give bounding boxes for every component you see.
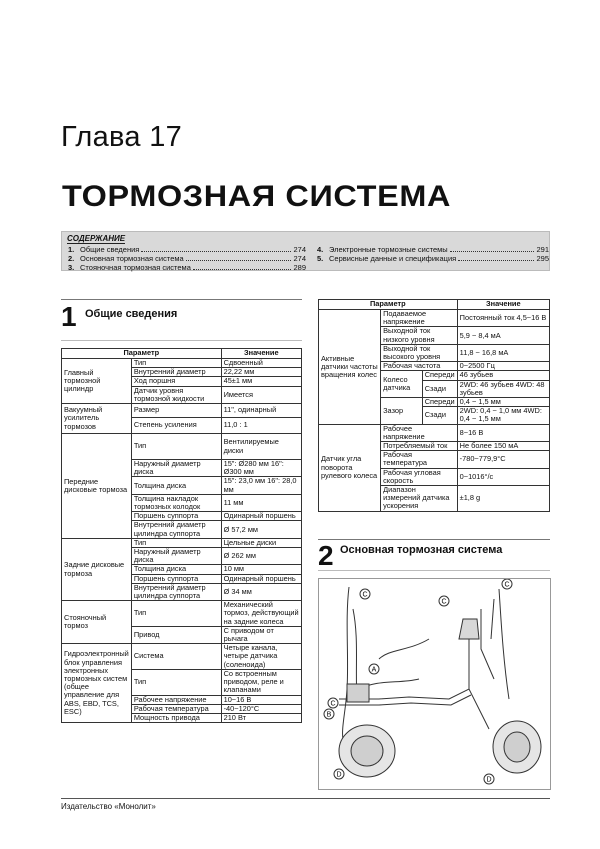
callout-c-4 (328, 698, 338, 708)
table-cell: Сзади (422, 380, 457, 397)
table-cell: Постоянный ток 4,5~16 В (457, 310, 549, 327)
table-cell: 10~16 В (221, 695, 301, 704)
section-1-header (61, 299, 302, 341)
table-cell: 46 зубьев (457, 371, 549, 380)
table-cell: Рабочее напряжение (131, 695, 221, 704)
svg-text:A: A (371, 666, 377, 674)
table-cell: Внутренний диаметр (131, 368, 221, 377)
table-cell: Механический тормоз, действующий на задние колеса (221, 601, 301, 627)
callout-c-2 (439, 596, 449, 606)
table-cell: Система (131, 644, 221, 670)
row-group-label: Датчик угла поворота рулевого колеса (319, 424, 381, 511)
svg-text:C: C (362, 591, 368, 599)
table-cell: Четыре канала, четыре датчика (соленоида) (221, 644, 301, 670)
table-cell: 210 Вт (221, 713, 301, 722)
callout-d-2 (484, 774, 494, 784)
toc-item[interactable]: 3. Стояночная тормозная система 289 (68, 263, 306, 272)
toc-heading: СОДЕРЖАНИЕ (67, 234, 126, 243)
table-cell: Наружный диаметр диска (131, 460, 221, 477)
brake-system-diagram (318, 578, 551, 790)
table-cell: Внутренний диаметр цилиндра суппорта (131, 583, 221, 600)
callout-a (369, 664, 379, 674)
row-group-label: Передние дисковые тормоза (62, 434, 132, 539)
table-cell: Ø 34 мм (221, 583, 301, 600)
table-cell: Колесо датчика (381, 371, 423, 398)
table-cell: Толщина диска (131, 477, 221, 494)
chapter-number: Глава 17 (61, 121, 183, 153)
table-cell: 10 мм (221, 565, 301, 574)
table-cell: Одинарный поршень (221, 512, 301, 521)
table-cell: 8~16 В (457, 424, 549, 441)
table-cell: Рабочая частота (381, 362, 458, 371)
row-group-label: Вакуумный усилитель тормозов (62, 404, 132, 434)
table-cell: 0,4 ~ 1,5 мм (457, 398, 549, 407)
table-cell: Тип (131, 538, 221, 547)
table-cell: 22,22 мм (221, 368, 301, 377)
toc-item[interactable]: 5. Сервисные данные и спецификация 295 (317, 254, 549, 263)
table-cell: Ø 262 мм (221, 548, 301, 565)
table-cell: Толщина диска (131, 565, 221, 574)
table-cell: Сзади (422, 407, 457, 424)
table-cell: 2WD: 0,4 ~ 1,0 мм 4WD: 0,4 ~ 1,5 мм (457, 407, 549, 424)
table-cell: С приводом от рычага (221, 626, 301, 643)
callout-d-1 (334, 769, 344, 779)
table-cell: Поршень суппорта (131, 512, 221, 521)
table-cell: Рабочая температура (381, 451, 458, 468)
table-cell: Привод (131, 626, 221, 643)
table-cell: 0~2500 Гц (457, 362, 549, 371)
row-group-label: Главный тормозной цилиндр (62, 359, 132, 404)
table-cell: -40~120°C (221, 704, 301, 713)
table-cell: 11", одинарный (221, 404, 301, 418)
table-cell: Поршень суппорта (131, 574, 221, 583)
section-2-number: 2 (318, 540, 334, 571)
table-cell: Тип (131, 601, 221, 627)
callout-c-3 (502, 579, 512, 589)
callout-b (324, 709, 334, 719)
table-cell: 15": 23,0 мм 16": 28,0 мм (221, 477, 301, 494)
table-cell: Тип (131, 669, 221, 695)
table-cell: Наружный диаметр диска (131, 548, 221, 565)
table-cell: 5,9 ~ 8,4 мА (457, 327, 549, 344)
table-of-contents (61, 231, 550, 271)
section-2-header (318, 539, 550, 571)
toc-item[interactable]: 1. Общие сведения 274 (68, 245, 306, 254)
toc-left-column (68, 245, 306, 272)
table-cell: Тип (131, 434, 221, 460)
table-cell: Размер (131, 404, 221, 418)
row-group-label: Стояночный тормоз (62, 601, 132, 644)
table-cell: Выходной ток высокого уровня (381, 344, 458, 361)
toc-item[interactable]: 4. Электронные тормозные системы 291 (317, 245, 549, 254)
general-specs-table (61, 348, 302, 723)
section-2-title: Основная тормозная система (340, 544, 503, 556)
table-cell: Со встроенным приводом, реле и клапанами (221, 669, 301, 695)
col-header-value: Значение (221, 349, 301, 359)
table-cell: 15": Ø280 мм 16": Ø300 мм (221, 460, 301, 477)
table-cell: Степень усиления (131, 418, 221, 434)
table-cell: Тип (131, 359, 221, 368)
toc-right-column (317, 245, 549, 263)
row-group-label: Задние дисковые тормоза (62, 538, 132, 600)
table-cell: Мощность привода (131, 713, 221, 722)
svg-text:C: C (330, 700, 336, 708)
table-cell: Выходной ток низкого уровня (381, 327, 458, 344)
table-cell: Толщина накладок тормозных колодок (131, 494, 221, 511)
sensor-specs-table: Параметр Значение Активные датчики частоты вращения колес Подаваемое напряжение Постоянный ток 4,5~16 В Выходной ток низкого уровня 5,9 ~ 8,4 мА Выходной ток высокого уровня 11,8 ~ 16,8 мА Рабочая частота 0~2500 Гц Колесо датчика Спереди 46 зубьев Сзади 2WD: 46 зубьев 4WD: 48 зубьев Зазор Спереди 0,4 ~ 1,5 мм Сзади 2WD: 0,4 ~ 1,0 мм 4WD: 0,4 ~ 1,5 мм Датчик угла поворота рулевого колеса Рабочее напряжение 8~16 В Потребляемый ток Не более 150 мА Рабочая температура -780~779,9°С Рабочая угловая скорость 0~1016°/c Диапазон измерений датчика ускорения ±1,8 g (318, 299, 550, 512)
toc-item[interactable]: 2. Основная тормозная система 274 (68, 254, 306, 263)
table-cell: 0~1016°/c (457, 468, 549, 485)
table-cell: 2WD: 46 зубьев 4WD: 48 зубьев (457, 380, 549, 397)
table-cell: Рабочее напряжение (381, 424, 458, 441)
svg-text:D: D (336, 771, 342, 779)
table-cell: 11,8 ~ 16,8 мА (457, 344, 549, 361)
table-cell: Потребляемый ток (381, 442, 458, 451)
table-cell: Спереди (422, 398, 457, 407)
svg-text:D: D (486, 776, 492, 784)
table-cell: 11,0 : 1 (221, 418, 301, 434)
table-cell: Датчик уровня тормозной жидкости (131, 386, 221, 403)
svg-text:B: B (326, 711, 332, 719)
table-cell: Ход поршня (131, 377, 221, 386)
table-cell: Диапазон измерений датчика ускорения (381, 486, 458, 512)
table-cell: 45±1 мм (221, 377, 301, 386)
section-1-title: Общие сведения (85, 308, 178, 320)
svg-text:C: C (504, 581, 510, 589)
table-cell: Рабочая угловая скорость (381, 468, 458, 485)
table-cell: ±1,8 g (457, 486, 549, 512)
table-cell: Спереди (422, 371, 457, 380)
table-cell: Рабочая температура (131, 704, 221, 713)
row-group-label: Гидроэлектронный блок управления электронных тормозных систем (общее управление для ABS, EBD, TCS, ESC) (62, 644, 132, 723)
table-cell: Сдвоенный (221, 359, 301, 368)
page-title: ТОРМОЗНАЯ СИСТЕМА (62, 180, 452, 213)
table-cell: 11 мм (221, 494, 301, 511)
table-cell: Не более 150 мА (457, 442, 549, 451)
publisher-footer: Издательство «Монолит» (61, 802, 156, 811)
table-cell: Зазор (381, 398, 423, 425)
table-cell: -780~779,9°С (457, 451, 549, 468)
table-cell: Имеется (221, 386, 301, 403)
table-cell: Подаваемое напряжение (381, 310, 458, 327)
callout-c-1 (360, 589, 370, 599)
table-cell: Внутренний диаметр цилиндра суппорта (131, 521, 221, 538)
brake-lines-drawing (319, 579, 550, 789)
section-1-number: 1 (61, 301, 77, 332)
table-cell: Вентилируемые диски (221, 434, 301, 460)
table-cell: Одинарный поршень (221, 574, 301, 583)
svg-text:C: C (441, 598, 447, 606)
table-cell: Ø 57,2 мм (221, 521, 301, 538)
footer-divider (61, 798, 550, 799)
table-cell: Цельные диски (221, 538, 301, 547)
row-group-label: Активные датчики частоты вращения колес (319, 310, 381, 425)
col-header-param: Параметр (62, 349, 222, 359)
